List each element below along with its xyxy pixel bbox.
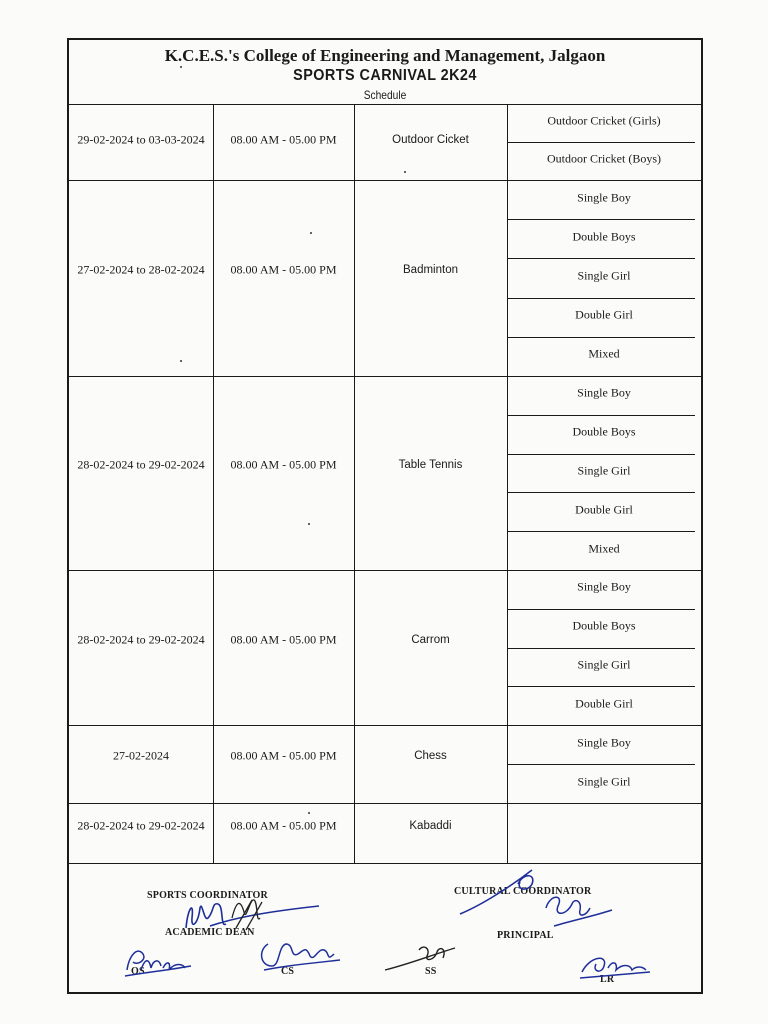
category-divider (507, 454, 695, 455)
schedule-document (67, 38, 703, 994)
event-sport: Chess (414, 750, 447, 762)
schedule-subtitle: Schedule (363, 88, 407, 102)
event-category: Double Girl (575, 696, 633, 711)
scan-speck (180, 66, 182, 68)
event-category: Single Boy (577, 735, 631, 749)
event-category: Outdoor Cricket (Boys) (547, 151, 661, 166)
event-sport: Kabaddi (409, 819, 452, 832)
scan-speck (310, 232, 312, 234)
category-divider (507, 415, 695, 416)
academic-dean-label: ACADEMIC DEAN (165, 927, 255, 938)
event-category: Double Boys (572, 618, 636, 633)
event-category: Double Girl (575, 307, 633, 322)
event-date: 28-02-2024 to 29-02-2024 (77, 632, 205, 646)
ss-label: SS (425, 966, 437, 977)
schedule-table (69, 104, 701, 864)
event-category: Single Boy (577, 579, 631, 594)
category-divider (507, 258, 695, 259)
os-label: OS (131, 966, 145, 977)
category-divider (507, 298, 695, 299)
os-signature (119, 940, 199, 980)
event-date: 27-02-2024 to 28-02-2024 (77, 262, 205, 277)
row-divider (69, 376, 701, 377)
event-time: 08.00 AM - 05.00 PM (230, 632, 337, 646)
cs-label: CS (281, 966, 295, 977)
category-divider (507, 219, 695, 220)
row-divider (69, 180, 701, 181)
column-divider (213, 104, 214, 864)
event-category: Mixed (588, 541, 620, 556)
event-title: SPORTS CARNIVAL 2K24 (293, 67, 477, 84)
row-divider (69, 803, 701, 804)
column-divider (354, 104, 355, 864)
event-sport: Carrom (411, 633, 450, 646)
scan-speck (308, 523, 310, 525)
row-divider (69, 570, 701, 571)
event-sport: Badminton (403, 264, 458, 276)
event-category: Single Girl (577, 774, 631, 788)
lr-label: LR (600, 974, 615, 985)
event-category: Double Boys (572, 424, 636, 439)
event-time: 08.00 AM - 05.00 PM (230, 457, 337, 472)
category-divider (507, 609, 695, 610)
category-divider (507, 764, 695, 765)
cs-signature (254, 936, 344, 976)
cultural-coordinator-label: CULTURAL COORDINATOR (454, 886, 592, 897)
event-category: Double Boys (572, 229, 636, 244)
ss-signature (379, 940, 479, 980)
sports-coordinator-label: SPORTS COORDINATOR (147, 890, 268, 901)
scan-speck (404, 171, 406, 173)
event-date: 28-02-2024 to 29-02-2024 (77, 457, 205, 472)
category-divider (507, 531, 695, 532)
event-category: Outdoor Cricket (Girls) (547, 113, 661, 128)
event-time: 08.00 AM - 05.00 PM (230, 748, 337, 763)
event-category: Single Boy (577, 385, 631, 400)
event-category: Single Boy (577, 190, 631, 205)
event-category: Mixed (588, 346, 620, 361)
scan-speck (308, 812, 310, 814)
lr-signature (574, 948, 654, 984)
event-category: Single Girl (577, 463, 631, 478)
event-sport: Outdoor Cicket (392, 134, 469, 146)
scan-speck (180, 360, 182, 362)
event-date: 29-02-2024 to 03-03-2024 (77, 132, 205, 147)
event-sport: Table Tennis (398, 459, 463, 471)
column-divider (507, 104, 508, 864)
event-date: 27-02-2024 (113, 748, 169, 763)
event-time: 08.00 AM - 05.00 PM (230, 132, 337, 147)
category-divider (507, 648, 695, 649)
principal-label: PRINCIPAL (497, 930, 554, 941)
category-divider (507, 142, 695, 143)
signature-footer (69, 864, 701, 992)
cultural-coordinator-signature (454, 864, 614, 934)
college-name: K.C.E.S.'s College of Engineering and Management, Jalgaon (164, 46, 606, 65)
category-divider (507, 492, 695, 493)
event-category: Single Girl (577, 657, 631, 672)
event-category: Double Girl (575, 502, 633, 517)
event-time: 08.00 AM - 05.00 PM (230, 262, 337, 277)
event-date: 28-02-2024 to 29-02-2024 (77, 818, 205, 832)
category-divider (507, 686, 695, 687)
event-category: Single Girl (577, 268, 631, 283)
row-divider (69, 725, 701, 726)
category-divider (507, 337, 695, 338)
document-header (69, 40, 701, 105)
event-time: 08.00 AM - 05.00 PM (230, 818, 337, 832)
